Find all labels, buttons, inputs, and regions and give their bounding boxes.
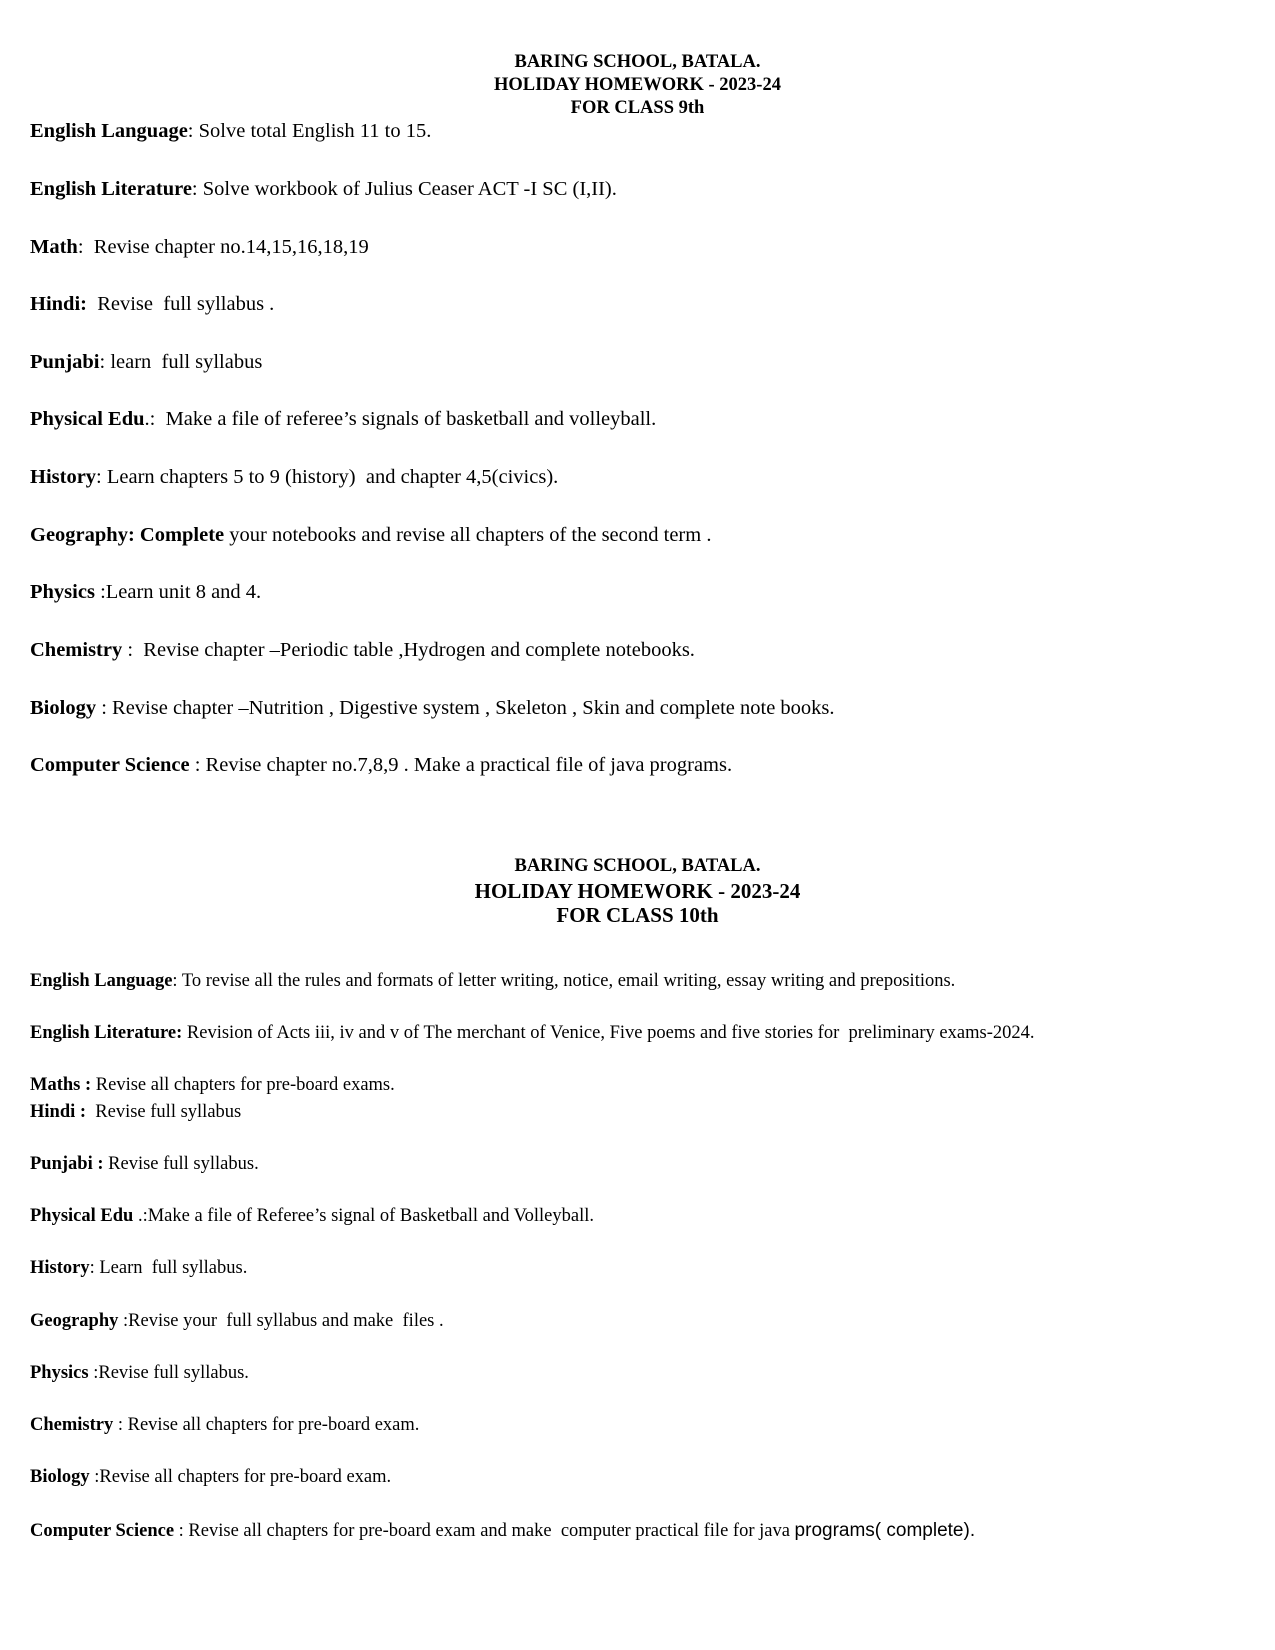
subject-label: Hindi :	[30, 1102, 87, 1122]
class9-entry-physics	[30, 581, 261, 604]
school-name-class10: BARING SCHOOL, BATALA.	[514, 856, 761, 876]
subject-label: History	[30, 1258, 90, 1278]
assignment-text: Revise full syllabus	[86, 1102, 242, 1122]
class9-entry-history	[30, 466, 558, 489]
subject-label: English Language	[30, 120, 188, 142]
subject-label: Computer Science	[30, 754, 190, 776]
class10-entry-hindi	[30, 1102, 241, 1123]
class-heading-10: FOR CLASS 10th	[556, 903, 719, 927]
class-heading-9: FOR CLASS 9th	[570, 98, 705, 118]
assignment-text: :Revise all chapters for pre-board exam.	[89, 1467, 392, 1487]
subject-label: Geography	[30, 1311, 119, 1331]
subject-label: Biology	[30, 697, 97, 719]
assignment-text: : Revise chapter –Periodic table ,Hydrogen and complete notebooks.	[122, 639, 695, 661]
assignment-text: :Revise your full syllabus and make files .	[118, 1311, 444, 1331]
class10-entry-physics	[30, 1363, 249, 1384]
class10-entry-biology	[30, 1467, 391, 1488]
assignment-text: : Revise chapter –Nutrition , Digestive system , Skeleton , Skin and complete note books.	[96, 697, 835, 719]
assignment-text: : To revise all the rules and formats of letter writing, notice, email writing, essay writing and prepositions.	[172, 971, 956, 991]
homework-title-class10: HOLIDAY HOMEWORK - 2023-24	[474, 879, 801, 903]
class10-entry-english-language	[30, 971, 955, 992]
class9-entry-physical-edu	[30, 408, 656, 431]
subject-label: Biology	[30, 1467, 90, 1487]
subject-label: Chemistry	[30, 1415, 114, 1435]
assignment-text: : Learn full syllabus.	[89, 1258, 248, 1278]
subject-label: Punjabi :	[30, 1154, 104, 1174]
class10-entry-geography	[30, 1311, 444, 1332]
class10-entry-punjabi	[30, 1154, 259, 1175]
assignment-text: your notebooks and revise all chapters of the second term .	[224, 524, 712, 546]
class10-entry-history	[30, 1258, 247, 1279]
assignment-text: : Revise all chapters for pre-board exam.	[113, 1415, 420, 1435]
assignment-text: : learn full syllabus	[99, 351, 263, 373]
assignment-text: Revise full syllabus .	[86, 293, 275, 315]
subject-label: English Literature:	[30, 1023, 183, 1043]
class9-entry-computer-science	[30, 754, 732, 777]
subject-label: Physical Edu	[30, 408, 145, 430]
class9-entry-hindi	[30, 293, 274, 316]
school-name-class9: BARING SCHOOL, BATALA.	[514, 52, 761, 72]
subject-label: Punjabi	[30, 351, 100, 373]
subject-label: History	[30, 466, 97, 488]
subject-label: Maths :	[30, 1075, 92, 1095]
assignment-text: Revise all chapters for pre-board exams.	[91, 1075, 395, 1095]
class9-entry-punjabi	[30, 351, 262, 374]
assignment-text: :Learn unit 8 and 4.	[94, 581, 262, 603]
subject-label: Hindi:	[30, 293, 87, 315]
class10-entry-computer-science	[30, 1520, 975, 1542]
class9-entry-english-literature	[30, 178, 617, 201]
class9-entry-chemistry	[30, 639, 695, 662]
assignment-text: : Learn chapters 5 to 9 (history) and chapter 4,5(civics).	[96, 466, 559, 488]
class9-entry-english-language	[30, 120, 431, 143]
assignment-text: : Revise all chapters for pre-board exam and make computer practical file for java	[174, 1521, 795, 1541]
class9-entry-biology	[30, 697, 835, 720]
class10-entry-maths	[30, 1075, 395, 1096]
class10-entry-chemistry	[30, 1415, 419, 1436]
assignment-text: Revision of Acts iii, iv and v of The merchant of Venice, Five poems and five stories for preliminary exams-2024.	[182, 1023, 1035, 1043]
class10-entry-physical-edu	[30, 1206, 594, 1227]
assignment-text-tail: programs( complete).	[794, 1520, 976, 1541]
assignment-text: : Revise chapter no.7,8,9 . Make a practical file of java programs.	[189, 754, 733, 776]
subject-label: Physical Edu	[30, 1206, 134, 1226]
subject-label: Computer Science	[30, 1521, 175, 1541]
subject-label: Geography: Complete	[30, 524, 225, 546]
class9-entry-geography	[30, 524, 711, 547]
subject-label: Physics	[30, 1363, 89, 1383]
assignment-text: :Revise full syllabus.	[88, 1363, 249, 1383]
assignment-text: Revise full syllabus.	[103, 1154, 259, 1174]
subject-label: Physics	[30, 581, 95, 603]
assignment-text: .:Make a file of Referee’s signal of Basketball and Volleyball.	[133, 1206, 594, 1226]
subject-label: Chemistry	[30, 639, 123, 661]
subject-label: English Literature	[30, 178, 192, 200]
assignment-text: .: Make a file of referee’s signals of basketball and volleyball.	[144, 408, 657, 430]
assignment-text: : Revise chapter no.14,15,16,18,19	[77, 236, 369, 258]
class10-entry-english-literature	[30, 1023, 1034, 1044]
assignment-text: : Solve workbook of Julius Ceaser ACT -I SC (I,II).	[191, 178, 617, 200]
subject-label: English Language	[30, 971, 173, 991]
homework-title-class9: HOLIDAY HOMEWORK - 2023-24	[494, 75, 781, 95]
subject-label: Math	[30, 236, 78, 258]
class9-entry-math	[30, 236, 369, 259]
assignment-text: : Solve total English 11 to 15.	[187, 120, 432, 142]
